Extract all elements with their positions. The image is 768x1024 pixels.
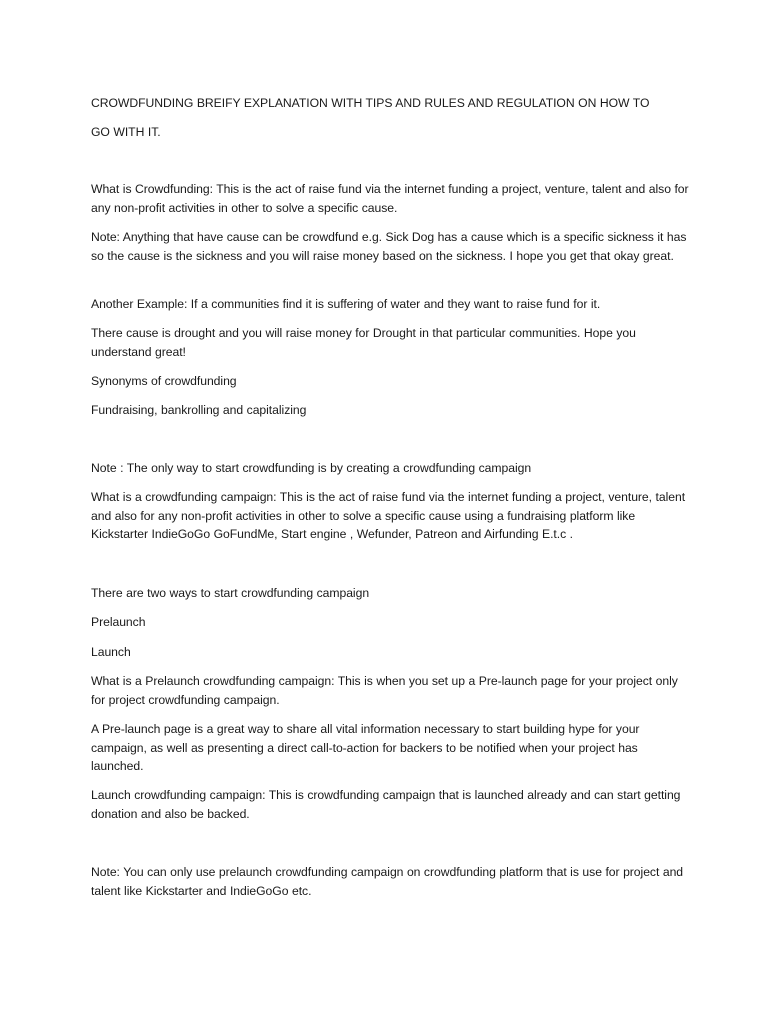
paragraph-prelaunch-page: A Pre-launch page is a great way to share all vital information necessary to start building hype for your campaign, as well as presenting a direct call-to-action for backers to be notified when your project has launched. [91, 722, 640, 774]
paragraph-note-only-way: Note : The only way to start crowdfunding is by creating a crowdfunding campaign [91, 461, 532, 475]
document-title-line-2: GO WITH IT. [91, 125, 161, 139]
paragraph-what-is-prelaunch: What is a Prelaunch crowdfunding campaign: This is when you set up a Pre-launch page for your project only for project crowdfunding campaign. [91, 674, 678, 707]
paragraph-synonyms-list: Fundraising, bankrolling and capitalizing [91, 403, 307, 417]
paragraph-note-prelaunch-platform: Note: You can only use prelaunch crowdfunding campaign on crowdfunding platform that is use for project and talent like Kickstarter and IndieGoGo etc. [91, 865, 684, 898]
paragraph-launch-campaign: Launch crowdfunding campaign: This is crowdfunding campaign that is launched already and can start getting donation and also be backed. [91, 788, 681, 821]
paragraph-what-is-crowdfunding: What is Crowdfunding: This is the act of raise fund via the internet funding a project, venture, talent and also for any non-profit activities in other to solve a specific cause. [91, 182, 689, 215]
document-title-line-1: CROWDFUNDING BREIFY EXPLANATION WITH TIPS AND RULES AND REGULATION ON HOW TO [91, 96, 650, 110]
paragraph-note-cause: Note: Anything that have cause can be crowdfund e.g. Sick Dog has a cause which is a specific sickness it has so the cause is the sickness and you will raise money based on the sickness. I hope you get that okay great. [91, 230, 687, 263]
paragraph-launch: Launch [91, 645, 131, 659]
paragraph-two-ways: There are two ways to start crowdfunding campaign [91, 586, 370, 600]
paragraph-what-is-campaign: What is a crowdfunding campaign: This is the act of raise fund via the internet funding a project, venture, talent and also for any non-profit activities in other to solve a specific cause using a fundraising platform like Kickstarter IndieGoGo GoFundMe, Start engine , Wefunder, Patreon and Airfunding E.t.c . [91, 490, 686, 542]
paragraph-drought: There cause is drought and you will raise money for Drought in that particular communities. Hope you understand great! [91, 326, 636, 359]
paragraph-synonyms-heading: Synonyms of crowdfunding [91, 374, 237, 388]
paragraph-another-example: Another Example: If a communities find it is suffering of water and they want to raise fund for it. [91, 297, 601, 311]
paragraph-prelaunch: Prelaunch [91, 615, 146, 629]
